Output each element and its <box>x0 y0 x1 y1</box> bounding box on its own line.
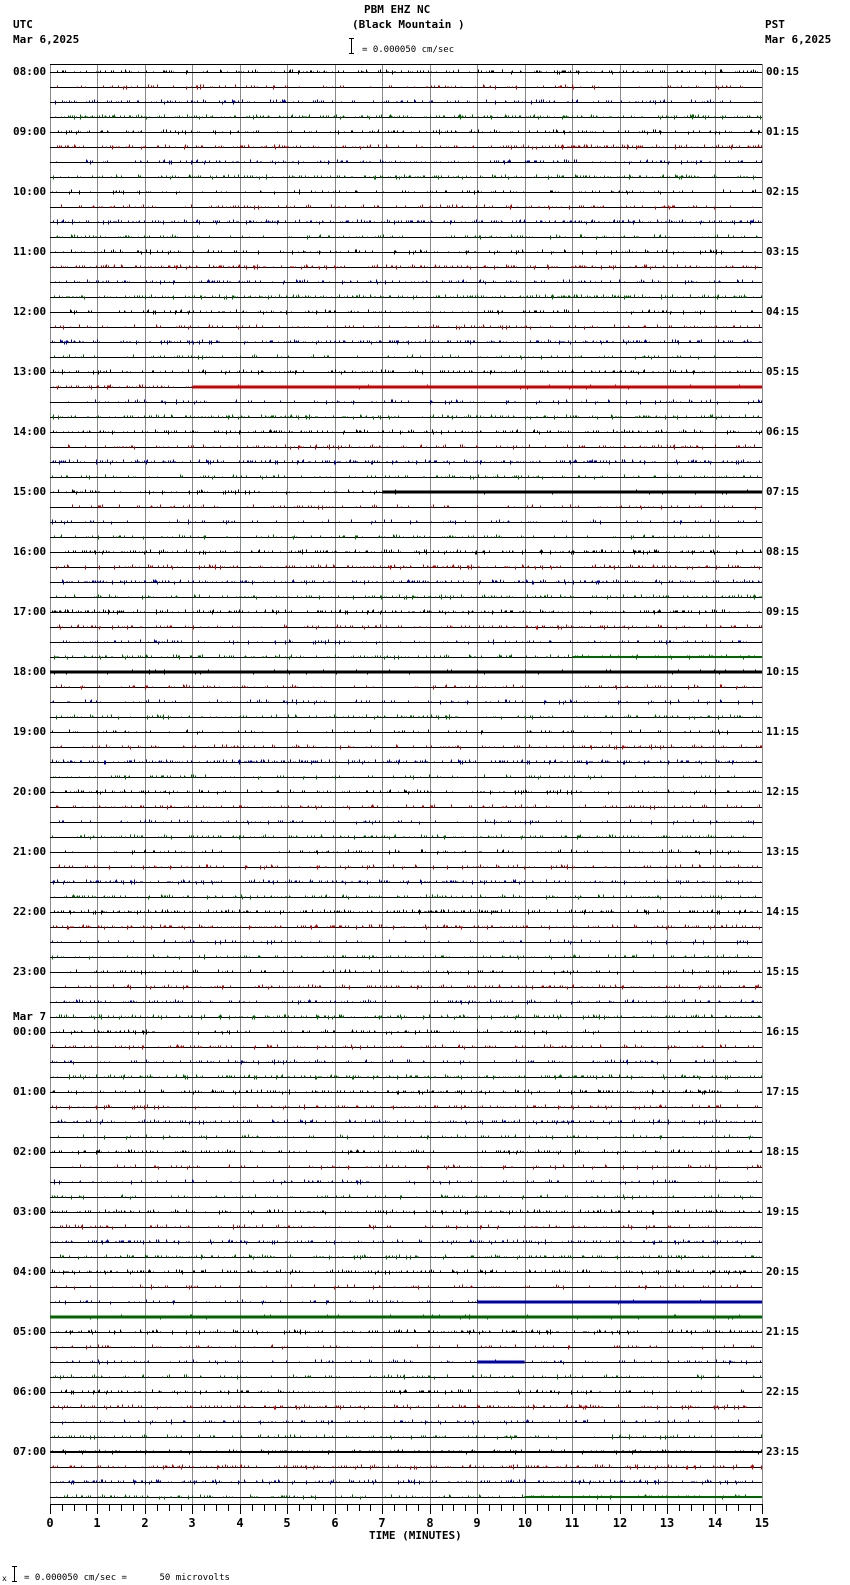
utc-hour-label: 15:00 <box>13 485 47 498</box>
pst-hour-label: 13:15 <box>766 845 800 858</box>
utc-hour-label: 07:00 <box>13 1445 47 1458</box>
pst-hour-label: 06:15 <box>766 425 800 438</box>
utc-hour-label: 01:00 <box>13 1085 47 1098</box>
x-tick-label: 11 <box>564 1516 580 1530</box>
x-tick-label: 8 <box>426 1516 434 1530</box>
left-timezone: UTC <box>13 18 33 31</box>
x-tick-label: 2 <box>141 1516 149 1530</box>
pst-hour-label: 17:15 <box>766 1085 800 1098</box>
pst-hour-label: 01:15 <box>766 125 800 138</box>
utc-hour-label: 09:00 <box>13 125 47 138</box>
x-tick-label: 4 <box>236 1516 244 1530</box>
utc-hour-label: 13:00 <box>13 365 47 378</box>
right-date: Mar 6,2025 <box>765 33 832 46</box>
utc-hour-label: 06:00 <box>13 1385 47 1398</box>
utc-hour-label: 08:00 <box>13 65 47 78</box>
utc-hour-label: 18:00 <box>13 665 47 678</box>
pst-hour-label: 05:15 <box>766 365 800 378</box>
footer-scale-prefix: x <box>2 1574 7 1583</box>
utc-hour-label: 20:00 <box>13 785 47 798</box>
utc-hour-label: 00:00 <box>13 1025 47 1038</box>
right-timezone: PST <box>765 18 785 31</box>
utc-hour-label: 11:00 <box>13 245 47 258</box>
pst-hour-label: 18:15 <box>766 1145 800 1158</box>
pst-hour-label: 00:15 <box>766 65 800 78</box>
utc-hour-label: 04:00 <box>13 1265 47 1278</box>
pst-hour-label: 04:15 <box>766 305 800 318</box>
station-title: PBM EHZ NC <box>364 3 431 16</box>
scale-text: = 0.000050 cm/sec <box>362 45 455 55</box>
utc-hour-label: 17:00 <box>13 605 47 618</box>
pst-hour-label: 15:15 <box>766 965 800 978</box>
pst-hour-label: 19:15 <box>766 1205 800 1218</box>
pst-hour-label: 07:15 <box>766 485 800 498</box>
utc-hour-label: 02:00 <box>13 1145 47 1158</box>
x-axis-title: TIME (MINUTES) <box>369 1529 462 1542</box>
x-tick-label: 3 <box>188 1516 196 1530</box>
left-date: Mar 6,2025 <box>13 33 80 46</box>
x-tick-label: 5 <box>283 1516 291 1530</box>
pst-hour-label: 21:15 <box>766 1325 800 1338</box>
footer-scale-bar-icon <box>12 1566 17 1582</box>
utc-hour-label: 14:00 <box>13 425 47 438</box>
pst-hour-label: 16:15 <box>766 1025 800 1038</box>
utc-hour-label: 16:00 <box>13 545 47 558</box>
pst-hour-label: 02:15 <box>766 185 800 198</box>
utc-hour-label: 05:00 <box>13 1325 47 1338</box>
utc-hour-label: 21:00 <box>13 845 47 858</box>
x-tick-label: 0 <box>46 1516 54 1530</box>
utc-hour-label: 19:00 <box>13 725 47 738</box>
pst-hour-label: 14:15 <box>766 905 800 918</box>
footer-scale-text: = 0.000050 cm/sec = 50 microvolts <box>24 1573 230 1583</box>
station-location: (Black Mountain ) <box>352 18 465 31</box>
pst-hour-label: 20:15 <box>766 1265 800 1278</box>
date-change-label: Mar 7 <box>13 1010 47 1023</box>
x-tick-label: 13 <box>659 1516 675 1530</box>
x-tick-label: 7 <box>378 1516 386 1530</box>
pst-hour-label: 08:15 <box>766 545 800 558</box>
utc-hour-label: 23:00 <box>13 965 47 978</box>
pst-hour-label: 22:15 <box>766 1385 800 1398</box>
x-tick-label: 10 <box>517 1516 533 1530</box>
pst-hour-label: 03:15 <box>766 245 800 258</box>
utc-hour-label: 03:00 <box>13 1205 47 1218</box>
utc-hour-label: 12:00 <box>13 305 47 318</box>
x-tick-label: 6 <box>331 1516 339 1530</box>
x-tick-label: 12 <box>612 1516 628 1530</box>
x-tick-label: 9 <box>473 1516 481 1530</box>
x-tick-label: 1 <box>93 1516 101 1530</box>
pst-hour-label: 10:15 <box>766 665 800 678</box>
pst-hour-label: 11:15 <box>766 725 800 738</box>
utc-hour-label: 10:00 <box>13 185 47 198</box>
x-tick-label: 15 <box>754 1516 770 1530</box>
pst-hour-label: 23:15 <box>766 1445 800 1458</box>
pst-hour-label: 09:15 <box>766 605 800 618</box>
utc-hour-label: 22:00 <box>13 905 47 918</box>
x-tick-label: 14 <box>707 1516 723 1530</box>
pst-hour-label: 12:15 <box>766 785 800 798</box>
